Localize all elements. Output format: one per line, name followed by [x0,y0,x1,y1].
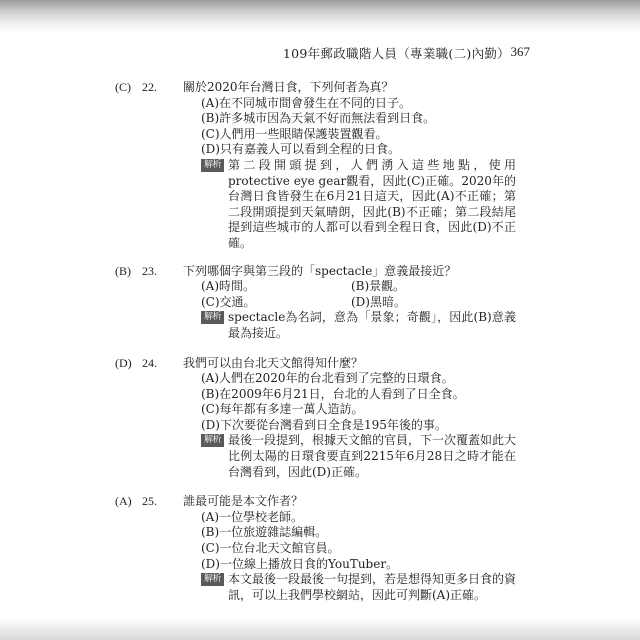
question-text: 我們可以由台北天文館得知什麼？ [183,355,364,370]
top-shadow [0,0,640,34]
option-d: (D)只有嘉義人可以看到全程的日食。 [201,142,400,157]
explanation-text: 本文最後一段最後一句提到，若是想得知更多日食的資訊，可以上我們學校網站，因此可判斷(A)正確。 [228,572,517,602]
question-text: 下列哪個字與第三段的「spectacle」意義最接近？ [183,263,457,278]
explanation-badge: 解析 [201,573,224,586]
option-a: (A)人們在2020年的台北看到了完整的日環食。 [201,371,454,386]
explanation [201,572,516,603]
option-b: (B)一位旅遊雜誌編輯。 [201,525,328,540]
explanation-text: 最後一段提到，根據天文館的官員，下一次覆蓋如此大比例太陽的日環食要直到2215年6月28日之時才能在台灣看到，因此(D)正確。 [228,433,517,479]
option-c: (C)交通。 [201,294,256,309]
question-number: 24. [142,355,157,370]
explanation [201,433,516,480]
explanation [201,310,516,341]
options-list [201,510,516,572]
options-list [201,279,516,310]
option-a: (A)時間。 [201,279,256,294]
option-d: (D)下次要從台灣看到日全食是195年後的事。 [201,417,447,432]
option-c: (C)一位台北天文館官員。 [201,541,340,556]
option-b: (B)景觀。 [351,279,406,294]
options-list [201,371,516,433]
question-answer: (C) [115,80,131,94]
option-c: (C)每年都有多達一萬人造訪。 [201,402,364,417]
explanation [201,158,516,252]
question-text: 關於2020年台灣日食，下列何者為真？ [183,80,394,94]
option-b: (B)在2009年6月21日，台北的人看到了日全食。 [201,386,465,401]
question-list [115,80,517,603]
question-answer: (A) [115,494,132,509]
option-b: (B)許多城市因為天氣不好而無法看到日食。 [201,111,436,126]
option-a: (A)一位學校老師。 [201,509,304,524]
option-a: (A)在不同城市間會發生在不同的日子。 [201,95,412,110]
explanation-text: 第二段開頭提到，人們湧入這些地點，使用protective eye gear觀看，因此(C)正確。2020年的台灣日食皆發生在6月21日這天，因此(A)不正確；第二段開頭提到天氣晴朗，因此(B)不正確；第二段結尾提到這些城市的人都可以看到全程日食，因此(D)不正確。 [228,157,516,250]
header-title: 109年郵政職階人員（專業職(二)內勤） [282,46,510,61]
explanation-badge: 解析 [201,159,224,172]
question-text: 誰最可能是本文作者？ [183,494,304,509]
question-answer: (B) [115,263,131,278]
question-24 [115,355,517,481]
question-22 [115,80,516,252]
page-header [0,44,640,60]
question-23 [115,263,516,342]
option-d: (D)黑暗。 [351,294,406,309]
question-number: 22. [142,80,157,94]
options-list [201,96,516,158]
option-d: (D)一位線上播放日食的YouTuber。 [201,556,399,571]
question-answer: (D) [115,355,132,370]
question-25 [115,494,517,603]
explanation-badge: 解析 [201,311,224,324]
explanation-badge: 解析 [201,434,224,447]
bottom-shadow [0,618,640,640]
question-number: 25. [142,494,157,509]
option-c: (C)人們用一些眼睛保護裝置觀看。 [201,126,388,141]
question-number: 23. [142,263,157,278]
page-number: 367 [510,44,530,59]
explanation-text: spectacle為名詞，意為「景象；奇觀」，因此(B)意義最為接近。 [228,310,516,340]
